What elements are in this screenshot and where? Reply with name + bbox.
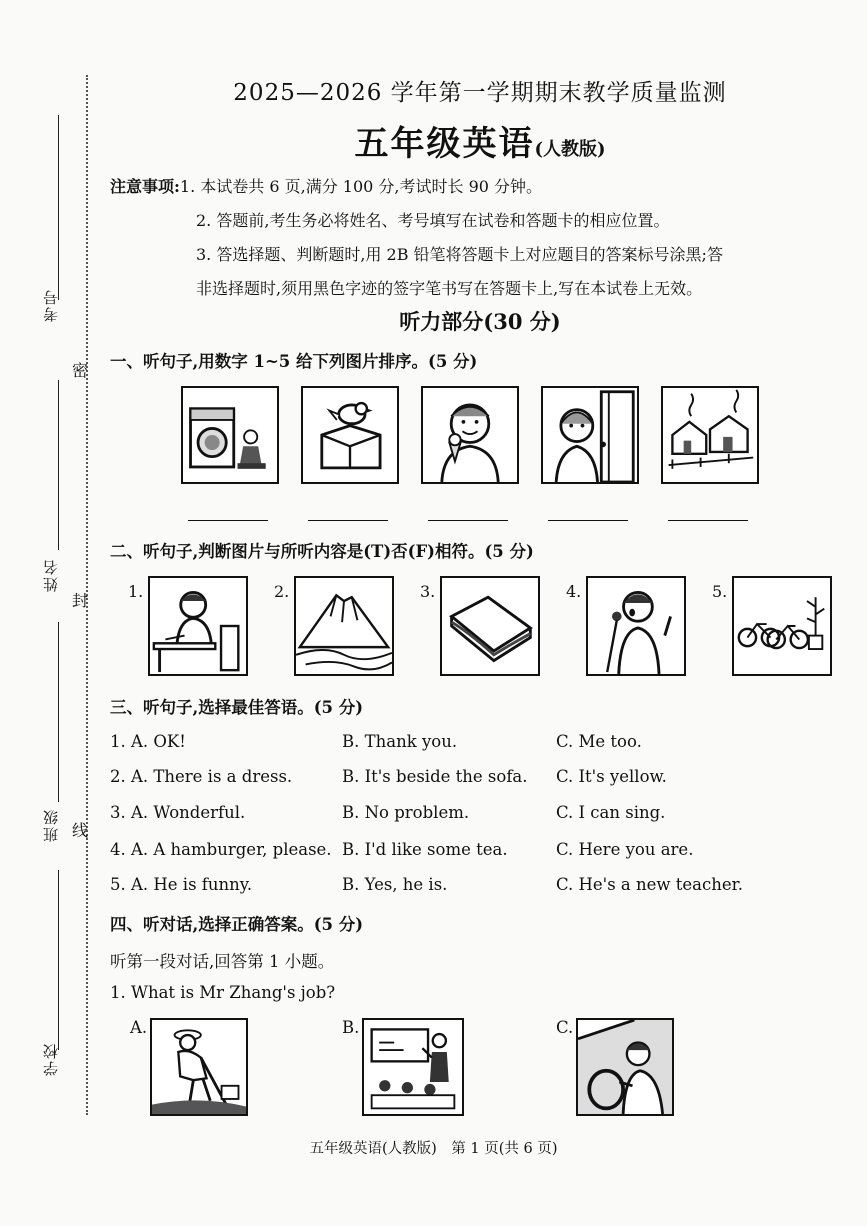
part4-question: 1. What is Mr Zhang's job? [110,983,336,1002]
school-rule [58,870,59,1050]
part4-heading: 四、听对话,选择正确答案。(5 分) [110,915,364,934]
listening-section-title: 听力部分(30 分) [399,309,561,334]
part2-heading: 二、听句子,判断图片与所听内容是(T)否(F)相符。(5 分) [110,542,534,561]
part2-num-2: 2. [274,582,290,601]
edition: (人教版) [534,139,606,160]
q4-option-c[interactable]: C. Here you are. [556,840,694,859]
q2-option-b[interactable]: B. It's beside the sofa. [342,767,528,786]
class-label: 班级 [42,808,60,842]
part1-heading: 一、听句子,用数字 1~5 给下列图片排序。(5 分) [110,352,478,371]
note-2: 2. 答题前,考生务必将姓名、考号填写在试卷和答题卡的相应位置。 [196,211,670,230]
q2-option-c[interactable]: C. It's yellow. [556,767,667,786]
q2-option-a[interactable]: 2. A. There is a dress. [110,767,293,786]
subject-heading [110,116,850,165]
kaohao-rule [58,115,59,300]
school-label: 学校 [42,1042,60,1076]
part4-option-a-label[interactable]: A. [130,1018,148,1037]
sandwich-picture [440,576,540,676]
part2-num-3: 3. [420,582,436,601]
kaohao-label: 考号 [42,288,60,322]
answer-blank-1[interactable] [188,520,268,521]
q1-option-c[interactable]: C. Me too. [556,732,642,751]
answer-blank-4[interactable] [548,520,628,521]
answer-blank-3[interactable] [428,520,508,521]
farmer-picture[interactable] [150,1018,248,1116]
teacher-picture[interactable] [362,1018,464,1116]
q1-option-b[interactable]: B. Thank you. [342,732,458,751]
bikes-plant-picture [732,576,832,676]
q3-option-c[interactable]: C. I can sing. [556,803,666,822]
part3-heading: 三、听句子,选择最佳答语。(5 分) [110,698,364,717]
washing-machine-picture [181,386,279,484]
q5-option-a[interactable]: 5. A. He is funny. [110,875,253,894]
part4-option-c-label[interactable]: C. [556,1018,574,1037]
part2-num-4: 4. [566,582,582,601]
subject-name: 五年级英语 [354,124,535,164]
part4-option-b-label[interactable]: B. [342,1018,360,1037]
note-1: 1. 本试卷共 6 页,满分 100 分,考试时长 90 分钟。 [179,177,543,196]
notes-lead: 注意事项: [110,177,180,196]
q3-option-a[interactable]: 3. A. Wonderful. [110,803,246,822]
q4-option-a[interactable]: 4. A. A hamburger, please. [110,840,332,859]
q5-option-b[interactable]: B. Yes, he is. [342,875,448,894]
bird-on-box-picture [301,386,399,484]
answer-blank-5[interactable] [668,520,748,521]
seal-xian: 线 [72,821,89,840]
driver-picture[interactable] [576,1018,674,1116]
name-rule [58,380,59,550]
part2-num-1: 1. [128,582,144,601]
q5-option-c[interactable]: C. He's a new teacher. [556,875,743,894]
boy-ice-cream-picture [421,386,519,484]
girl-at-door-picture [541,386,639,484]
exam-title: 2025—2026 学年第一学期期末教学质量监测 [233,80,727,106]
mountain-picture [294,576,394,676]
note-3-cont: 非选择题时,须用黑色字迹的签字笔书写在答题卡上,写在本试卷上无效。 [196,279,703,298]
seal-mi: 密 [72,361,89,380]
part2-num-5: 5. [712,582,728,601]
seal-feng: 封 [72,591,89,610]
village-picture [661,386,759,484]
class-rule [58,622,59,802]
q1-option-a[interactable]: 1. A. OK! [110,732,186,751]
part4-instruction: 听第一段对话,回答第 1 小题。 [110,952,335,971]
q4-option-b[interactable]: B. I'd like some tea. [342,840,508,859]
boy-singing-picture [586,576,686,676]
page-footer: 五年级英语(人教版) 第 1 页(共 6 页) [309,1141,558,1157]
answer-blank-2[interactable] [308,520,388,521]
exam-notes [110,170,850,306]
name-label: 姓名 [42,558,60,592]
q3-option-b[interactable]: B. No problem. [342,803,470,822]
boy-writing-picture [148,576,248,676]
note-3: 3. 答选择题、判断题时,用 2B 铅笔将答题卡上对应题目的答案标号涂黑;答 [196,245,723,264]
